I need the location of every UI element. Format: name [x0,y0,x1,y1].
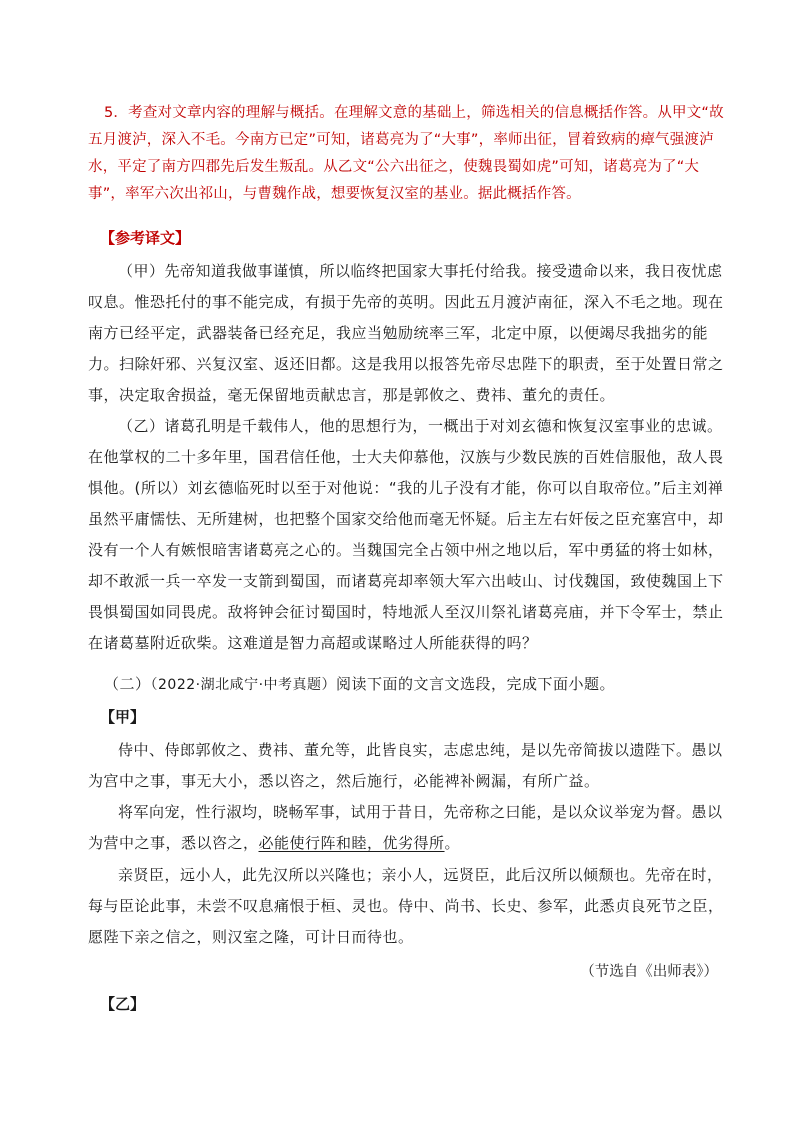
answer-number: 5． [104,105,129,121]
question-source: （2022·湖北咸宁·中考真题） [150,677,337,693]
citation: （节选自《出师表》） [580,964,718,980]
yi-label: 【乙】 [100,995,146,1013]
para2-end: 。 [444,834,461,852]
translation-jia: （甲）先帝知道我做事谨慎，所以临终把国家大事托付给我。接受遗命以来，我日夜忧虑叹息。惟恐托付的事不能完成，有损于先帝的英明。因此五月渡泸南征，深入不毛之地。现在南方已经平定，武器装备已经充足，我应当勉励统率三军，北定中原，以便竭尽我拙劣的能力。扫除奸邪、兴复汉室、返还旧都。这是我用以报答先帝尽忠陛下的职责，至于处置日常之事，决定取舍损益，毫无保留地贡献忠言，那是郭攸之、费祎、董允的责任。 [88,262,724,404]
answer-explanation [88,100,728,208]
original-para-1: 侍中、侍郎郭攸之、费祎、董允等，此皆良实，志虑忠纯，是以先帝简拔以遗陛下。愚以为宫中之事，事无大小，悉以咨之，然后施行，必能裨补阙漏，有所广益。 [88,741,723,790]
original-para-2 [88,797,728,859]
original-para-3: 亲贤臣，远小人，此先汉所以兴隆也；亲小人，远贤臣，此后汉所以倾颓也。先帝在时，每与臣论此事，未尝不叹息痛恨于桓、灵也。侍中、尚书、长史、参军，此悉贞良死节之臣，愿陛下亲之信之，则汉室之隆，可计日而待也。 [88,866,724,946]
translation-header: 【参考译文】 [100,229,191,247]
translation-yi: （乙）诸葛孔明是千载伟人，他的思想行为，一概出于对刘玄德和恢复汉室事业的忠诚。在他掌权的二十多年里，国君信任他，士大夫仰慕他，汉族与少数民族的百姓信服他，敌人畏惧他。(所以）刘玄德临死时以至于对他说：“我的儿子没有才能，你可以自取帝位。”后主刘禅虽然平庸懦怯、无所建树，也把整个国家交给他而毫无怀疑。后主左右奸佞之臣充塞宫中，却没有一个人有嫉恨暗害诸葛亮之心的。当魏国完全占领中州之地以后，军中勇猛的将士如林，却不敢派一兵一卒发一支箭到蜀国，而诸葛亮却率领大军六出岐山、讨伐魏国，致使魏国上下畏惧蜀国如同畏虎。敌将钟会征讨蜀国时，特地派人至汉川祭礼诸葛亮庙，并下令军士，禁止在诸葛墓附近砍柴。这难道是智力高超或谋略过人所能获得的吗？ [88,417,724,652]
underlined-phrase: 必能使行阵和睦，优劣得所 [258,834,445,852]
jia-label: 【甲】 [100,708,146,726]
answer-text: 考查对文章内容的理解与概括。在理解文意的基础上，筛选相关的信息概括作答。从甲文“故五月渡泸，深入不毛。今南方已定”可知，诸葛亮为了“大事”，率师出征，冒着致病的瘴气强渡泸水，平定了南方四郡先后发生叛乱。从乙文“公六出征之，使魏畏蜀如虎”可知，诸葛亮为了“大事”，率军六次出祁山，与曹魏作战，想要恢复汉室的基业。据此概括作答。 [88,105,724,202]
question-part: （二） [104,675,151,693]
para2-text: 将军向宠，性行淑均，晓畅军事，试用于昔日，先帝称之曰能，是以众议举宠为督。愚以为营中之事，悉以咨之， [88,803,723,852]
question-instruction: 阅读下面的文言文选段，完成下面小题。 [336,675,616,693]
question-heading [88,669,728,701]
